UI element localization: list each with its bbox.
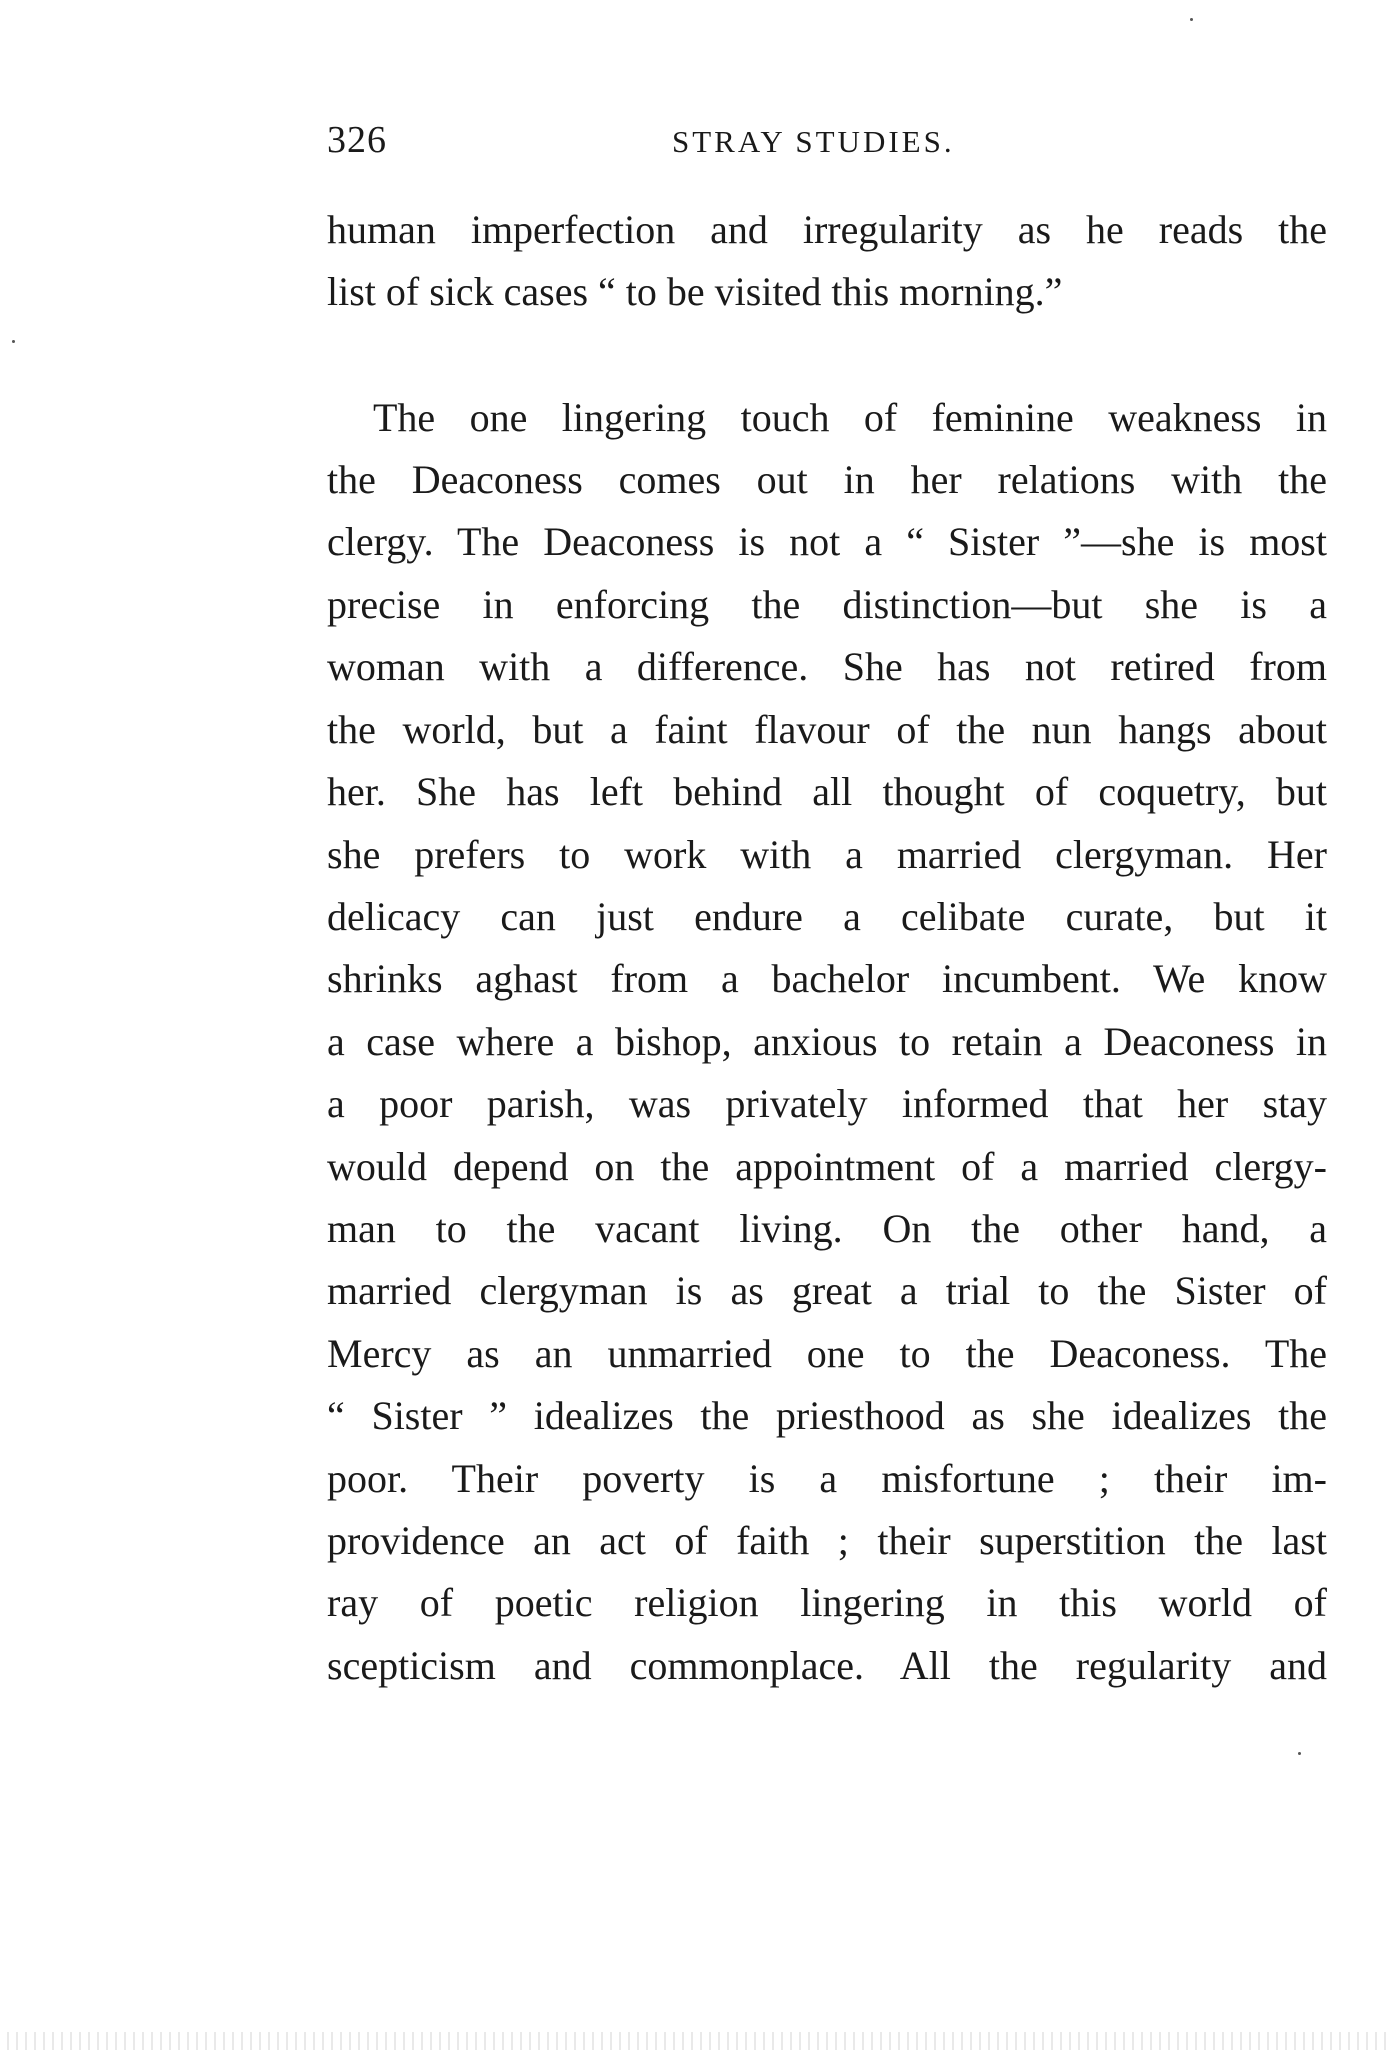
running-head	[327, 118, 1327, 178]
text-line: Mercy as an unmarried one to the Deaconess. The	[327, 1331, 1327, 1376]
scan-speck	[1190, 18, 1193, 21]
text-line: the world, but a faint flavour of the nun hangs about	[327, 707, 1327, 752]
text-line: clergy. The Deaconess is not a “ Sister ”—she is most	[327, 519, 1327, 564]
text-line: woman with a difference. She has not retired from	[327, 644, 1327, 689]
text-line: the Deaconess comes out in her relations with the	[327, 457, 1327, 502]
page-number: 326	[327, 119, 387, 161]
scan-speck	[1298, 1752, 1301, 1755]
text-line: shrinks aghast from a bachelor incumbent. We know	[327, 956, 1327, 1001]
text-line: married clergyman is as great a trial to the Sister of	[327, 1268, 1327, 1313]
text-line: delicacy can just endure a celibate curate, but it	[327, 894, 1327, 939]
text-line: list of sick cases “ to be visited this morning.”	[327, 269, 1063, 314]
running-title: STRAY STUDIES.	[672, 124, 955, 159]
text-line: scepticism and commonplace. All the regularity and	[327, 1643, 1327, 1688]
text-line: human imperfection and irregularity as he reads the	[327, 207, 1327, 252]
text-line: ray of poetic religion lingering in this world of	[327, 1580, 1327, 1625]
text-line: a poor parish, was privately informed that her stay	[327, 1081, 1327, 1126]
text-line: she prefers to work with a married clergyman. Her	[327, 832, 1327, 877]
scan-edge-noise	[0, 2032, 1388, 2050]
text-line: man to the vacant living. On the other hand, a	[327, 1206, 1327, 1251]
text-line: “ Sister ” idealizes the priesthood as she idealizes the	[327, 1393, 1327, 1438]
text-line: The one lingering touch of feminine weakness in	[373, 395, 1327, 440]
text-line: precise in enforcing the distinction—but she is a	[327, 582, 1327, 627]
text-line: poor. Their poverty is a misfortune ; their im-	[327, 1456, 1327, 1501]
text-line: her. She has left behind all thought of coquetry, but	[327, 769, 1327, 814]
text-line: providence an act of faith ; their superstition the last	[327, 1518, 1327, 1563]
text-line: would depend on the appointment of a married clergy-	[327, 1144, 1327, 1189]
scan-speck	[12, 340, 15, 343]
text-line: a case where a bishop, anxious to retain a Deaconess in	[327, 1019, 1327, 1064]
